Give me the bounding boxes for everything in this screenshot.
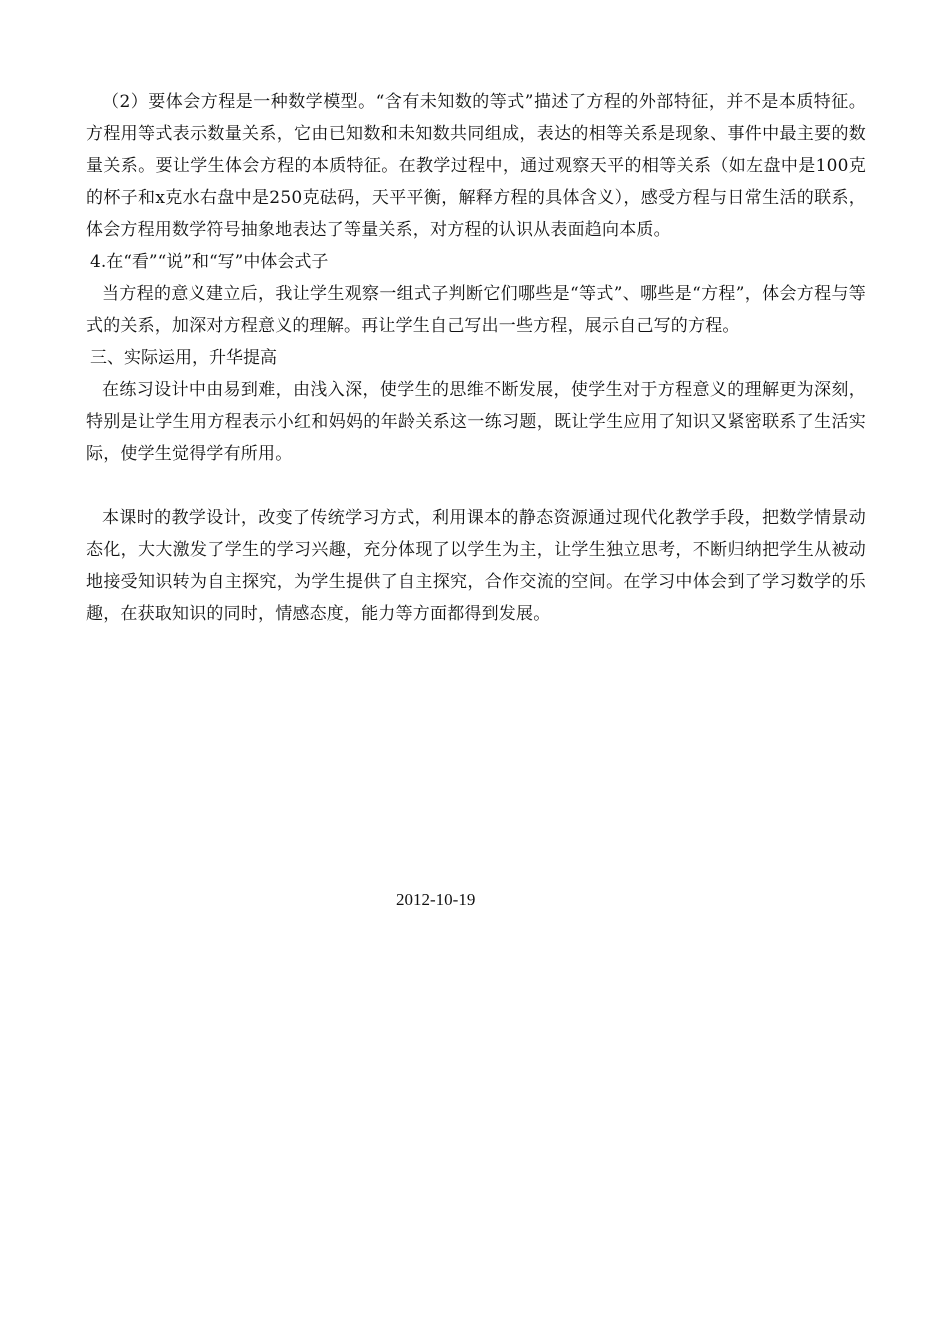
paragraph-spacer <box>86 470 866 502</box>
heading-practical-application: 三、实际运用，升华提高 <box>90 348 277 368</box>
paragraph-summary: 本课时的教学设计，改变了传统学习方式，利用课本的静态资源通过现代化教学手段，把数学情景动态化，大大激发了学生的学习兴趣，充分体现了以学生为主，让学生独立思考，不断归纳把学生从被动地接受知识转为自主探究，为学生提供了自主探究，合作交流的空间。在学习中体会到了学习数学的乐趣，在获取知识的同时，情感态度，能力等方面都得到发展。 <box>86 508 866 624</box>
paragraph-practice-design: 在练习设计中由易到难，由浅入深，使学生的思维不断发展，使学生对于方程意义的理解更为深刻，特别是让学生用方程表示小红和妈妈的年龄关系这一练习题，既让学生应用了知识又紧密联系了生活实际，使学生觉得学有所用。 <box>86 380 866 464</box>
heading-look-say-write: 4.在“看”“说”和“写”中体会式子 <box>90 252 329 272</box>
paragraph-equation-model: （2）要体会方程是一种数学模型。“含有未知数的等式”描述了方程的外部特征，并不是本质特征。方程用等式表示数量关系，它由已知数和未知数共同组成，表达的相等关系是现象、事件中最主要的数量关系。要让学生体会方程的本质特征。在教学过程中，通过观察天平的相等关系（如左盘中是100克的杯子和x克水右盘中是250克砝码，天平平衡，解释方程的具体含义），感受方程与日常生活的联系，体会方程用数学符号抽象地表达了等量关系，对方程的认识从表面趋向本质。 <box>86 92 866 240</box>
paragraph-equation-vs-equality: 当方程的意义建立后，我让学生观察一组式子判断它们哪些是“等式”、哪些是“方程”，体会方程与等式的关系，加深对方程意义的理解。再让学生自己写出一些方程，展示自己写的方程。 <box>86 284 866 336</box>
document-date: 2012-10-19 <box>396 890 476 909</box>
document-body <box>86 86 866 630</box>
